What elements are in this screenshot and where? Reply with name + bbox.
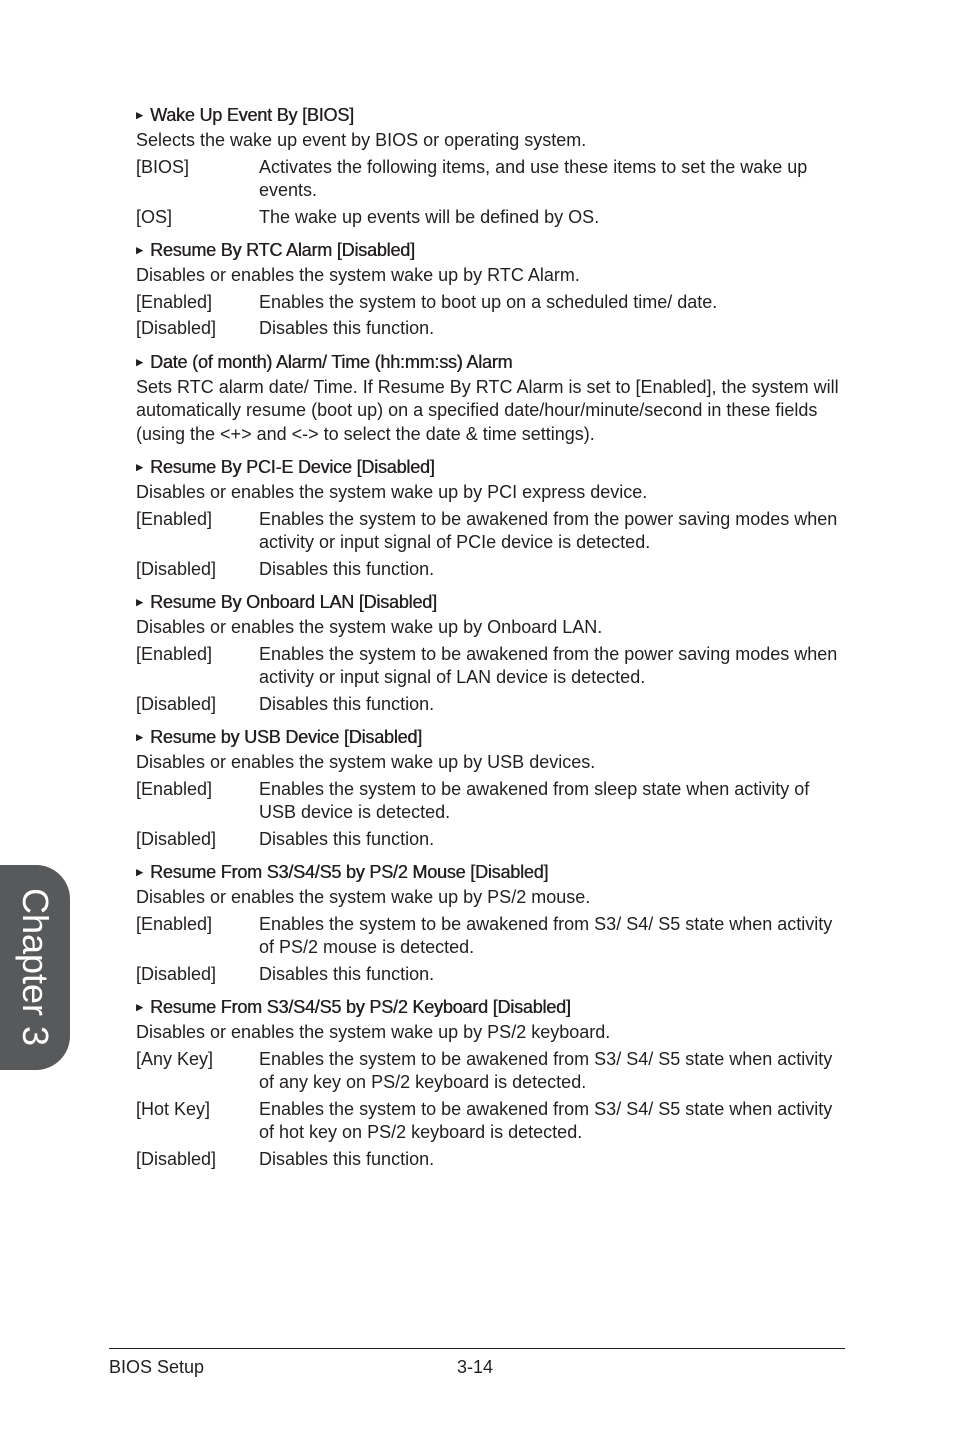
setting-title: Resume By PCI-E Device [Disabled] <box>150 457 435 477</box>
option-row <box>136 913 848 960</box>
chapter-side-tab <box>0 865 70 1070</box>
option-key: [Enabled] <box>136 508 213 529</box>
setting-description: Disables or enables the system wake up by PS/2 mouse. <box>136 887 591 907</box>
setting-title: Resume From S3/S4/S5 by PS/2 Mouse [Disabled] <box>150 862 549 882</box>
setting-heading <box>136 726 848 748</box>
option-row <box>136 156 848 203</box>
option-row <box>136 1148 848 1172</box>
option-row <box>136 317 848 341</box>
option-text: Disables this function. <box>259 1148 435 1169</box>
setting-section <box>136 996 848 1171</box>
setting-title: Resume By Onboard LAN [Disabled] <box>150 592 437 612</box>
setting-section <box>136 239 848 341</box>
option-text: Activates the following items, and use these items to set the wake up events. <box>259 156 808 200</box>
option-row <box>136 508 848 555</box>
setting-title: Resume By RTC Alarm [Disabled] <box>150 240 415 260</box>
setting-title: Resume by USB Device [Disabled] <box>150 727 422 747</box>
manual-content <box>136 104 848 1181</box>
setting-heading <box>136 996 848 1018</box>
option-key: [OS] <box>136 206 173 227</box>
setting-heading <box>136 104 848 126</box>
setting-description: Disables or enables the system wake up by RTC Alarm. <box>136 265 580 285</box>
option-text: Enables the system to boot up on a scheduled time/ date. <box>259 291 718 312</box>
option-row <box>136 693 848 717</box>
option-text: Enables the system to be awakened from sleep state when activity of USB device is detected. <box>259 778 810 822</box>
setting-description: Disables or enables the system wake up by USB devices. <box>136 752 596 772</box>
setting-description: Sets RTC alarm date/ Time. If Resume By RTC Alarm is set to [Enabled], the system will automatically resume (boot up) on a specified date/hour/minute/second in these fields (using the <+> and <-> to select the date & time settings). <box>136 376 839 444</box>
option-text: Disables this function. <box>259 558 435 579</box>
option-key: [Enabled] <box>136 778 213 799</box>
option-text: The wake up events will be defined by OS. <box>259 206 600 227</box>
option-key: [Disabled] <box>136 693 217 714</box>
option-row <box>136 778 848 825</box>
option-key: [BIOS] <box>136 156 190 177</box>
setting-heading <box>136 591 848 613</box>
triangle-right-icon: ▶ <box>136 867 143 877</box>
option-key: [Enabled] <box>136 643 213 664</box>
option-row <box>136 828 848 852</box>
option-key: [Enabled] <box>136 913 213 934</box>
setting-title: Resume From S3/S4/S5 by PS/2 Keyboard [Disabled] <box>150 997 571 1017</box>
option-key: [Enabled] <box>136 291 213 312</box>
setting-description: Disables or enables the system wake up by PS/2 keyboard. <box>136 1022 611 1042</box>
footer-section-title: BIOS Setup <box>109 1357 205 1377</box>
chapter-label: Chapter 3 <box>15 887 56 1047</box>
option-key: [Disabled] <box>136 318 217 338</box>
option-text: Enables the system to be awakened from S3/ S4/ S5 state when activity of PS/2 mouse is detected. <box>259 913 833 957</box>
setting-section <box>136 726 848 851</box>
triangle-right-icon: ▶ <box>136 110 143 120</box>
setting-heading <box>136 456 848 478</box>
page-number: 3-14 <box>457 1357 494 1377</box>
option-text: Disables this function. <box>259 318 435 338</box>
footer-divider <box>109 1348 845 1349</box>
setting-heading <box>136 861 848 883</box>
setting-title: Wake Up Event By [BIOS] <box>150 105 354 125</box>
option-key: [Disabled] <box>136 963 217 984</box>
option-key: [Hot Key] <box>136 1098 211 1119</box>
triangle-right-icon: ▶ <box>136 1002 143 1012</box>
option-text: Disables this function. <box>259 693 435 714</box>
option-key: [Disabled] <box>136 1148 217 1169</box>
triangle-right-icon: ▶ <box>136 732 143 742</box>
triangle-right-icon: ▶ <box>136 356 143 367</box>
option-row <box>136 643 848 690</box>
option-text: Enables the system to be awakened from S3/ S4/ S5 state when activity of hot key on PS/2 keyboard is detected. <box>259 1098 833 1142</box>
setting-description: Selects the wake up event by BIOS or operating system. <box>136 130 587 150</box>
setting-section <box>136 351 848 447</box>
setting-section <box>136 861 848 986</box>
option-row <box>136 1048 848 1095</box>
setting-section <box>136 104 848 229</box>
option-row <box>136 291 848 315</box>
option-row <box>136 1098 848 1145</box>
option-text: Disables this function. <box>259 828 435 849</box>
setting-section <box>136 591 848 716</box>
option-key: [Any Key] <box>136 1048 214 1069</box>
option-row <box>136 206 848 230</box>
option-row <box>136 558 848 582</box>
setting-title: Date (of month) Alarm/ Time (hh:mm:ss) Alarm <box>150 351 513 372</box>
setting-heading <box>136 351 848 373</box>
setting-heading <box>136 239 848 261</box>
setting-description: Disables or enables the system wake up by Onboard LAN. <box>136 617 603 637</box>
triangle-right-icon: ▶ <box>136 597 143 607</box>
triangle-right-icon: ▶ <box>136 245 143 255</box>
option-key: [Disabled] <box>136 558 217 579</box>
option-row <box>136 963 848 987</box>
option-key: [Disabled] <box>136 828 217 849</box>
setting-section <box>136 456 848 581</box>
option-text: Disables this function. <box>259 963 435 984</box>
triangle-right-icon: ▶ <box>136 462 143 472</box>
option-text: Enables the system to be awakened from the power saving modes when activity or input signal of LAN device is detected. <box>259 643 838 687</box>
option-text: Enables the system to be awakened from S3/ S4/ S5 state when activity of any key on PS/2 keyboard is detected. <box>259 1048 833 1092</box>
option-text: Enables the system to be awakened from the power saving modes when activity or input signal of PCIe device is detected. <box>259 508 838 552</box>
setting-description: Disables or enables the system wake up by PCI express device. <box>136 482 648 502</box>
